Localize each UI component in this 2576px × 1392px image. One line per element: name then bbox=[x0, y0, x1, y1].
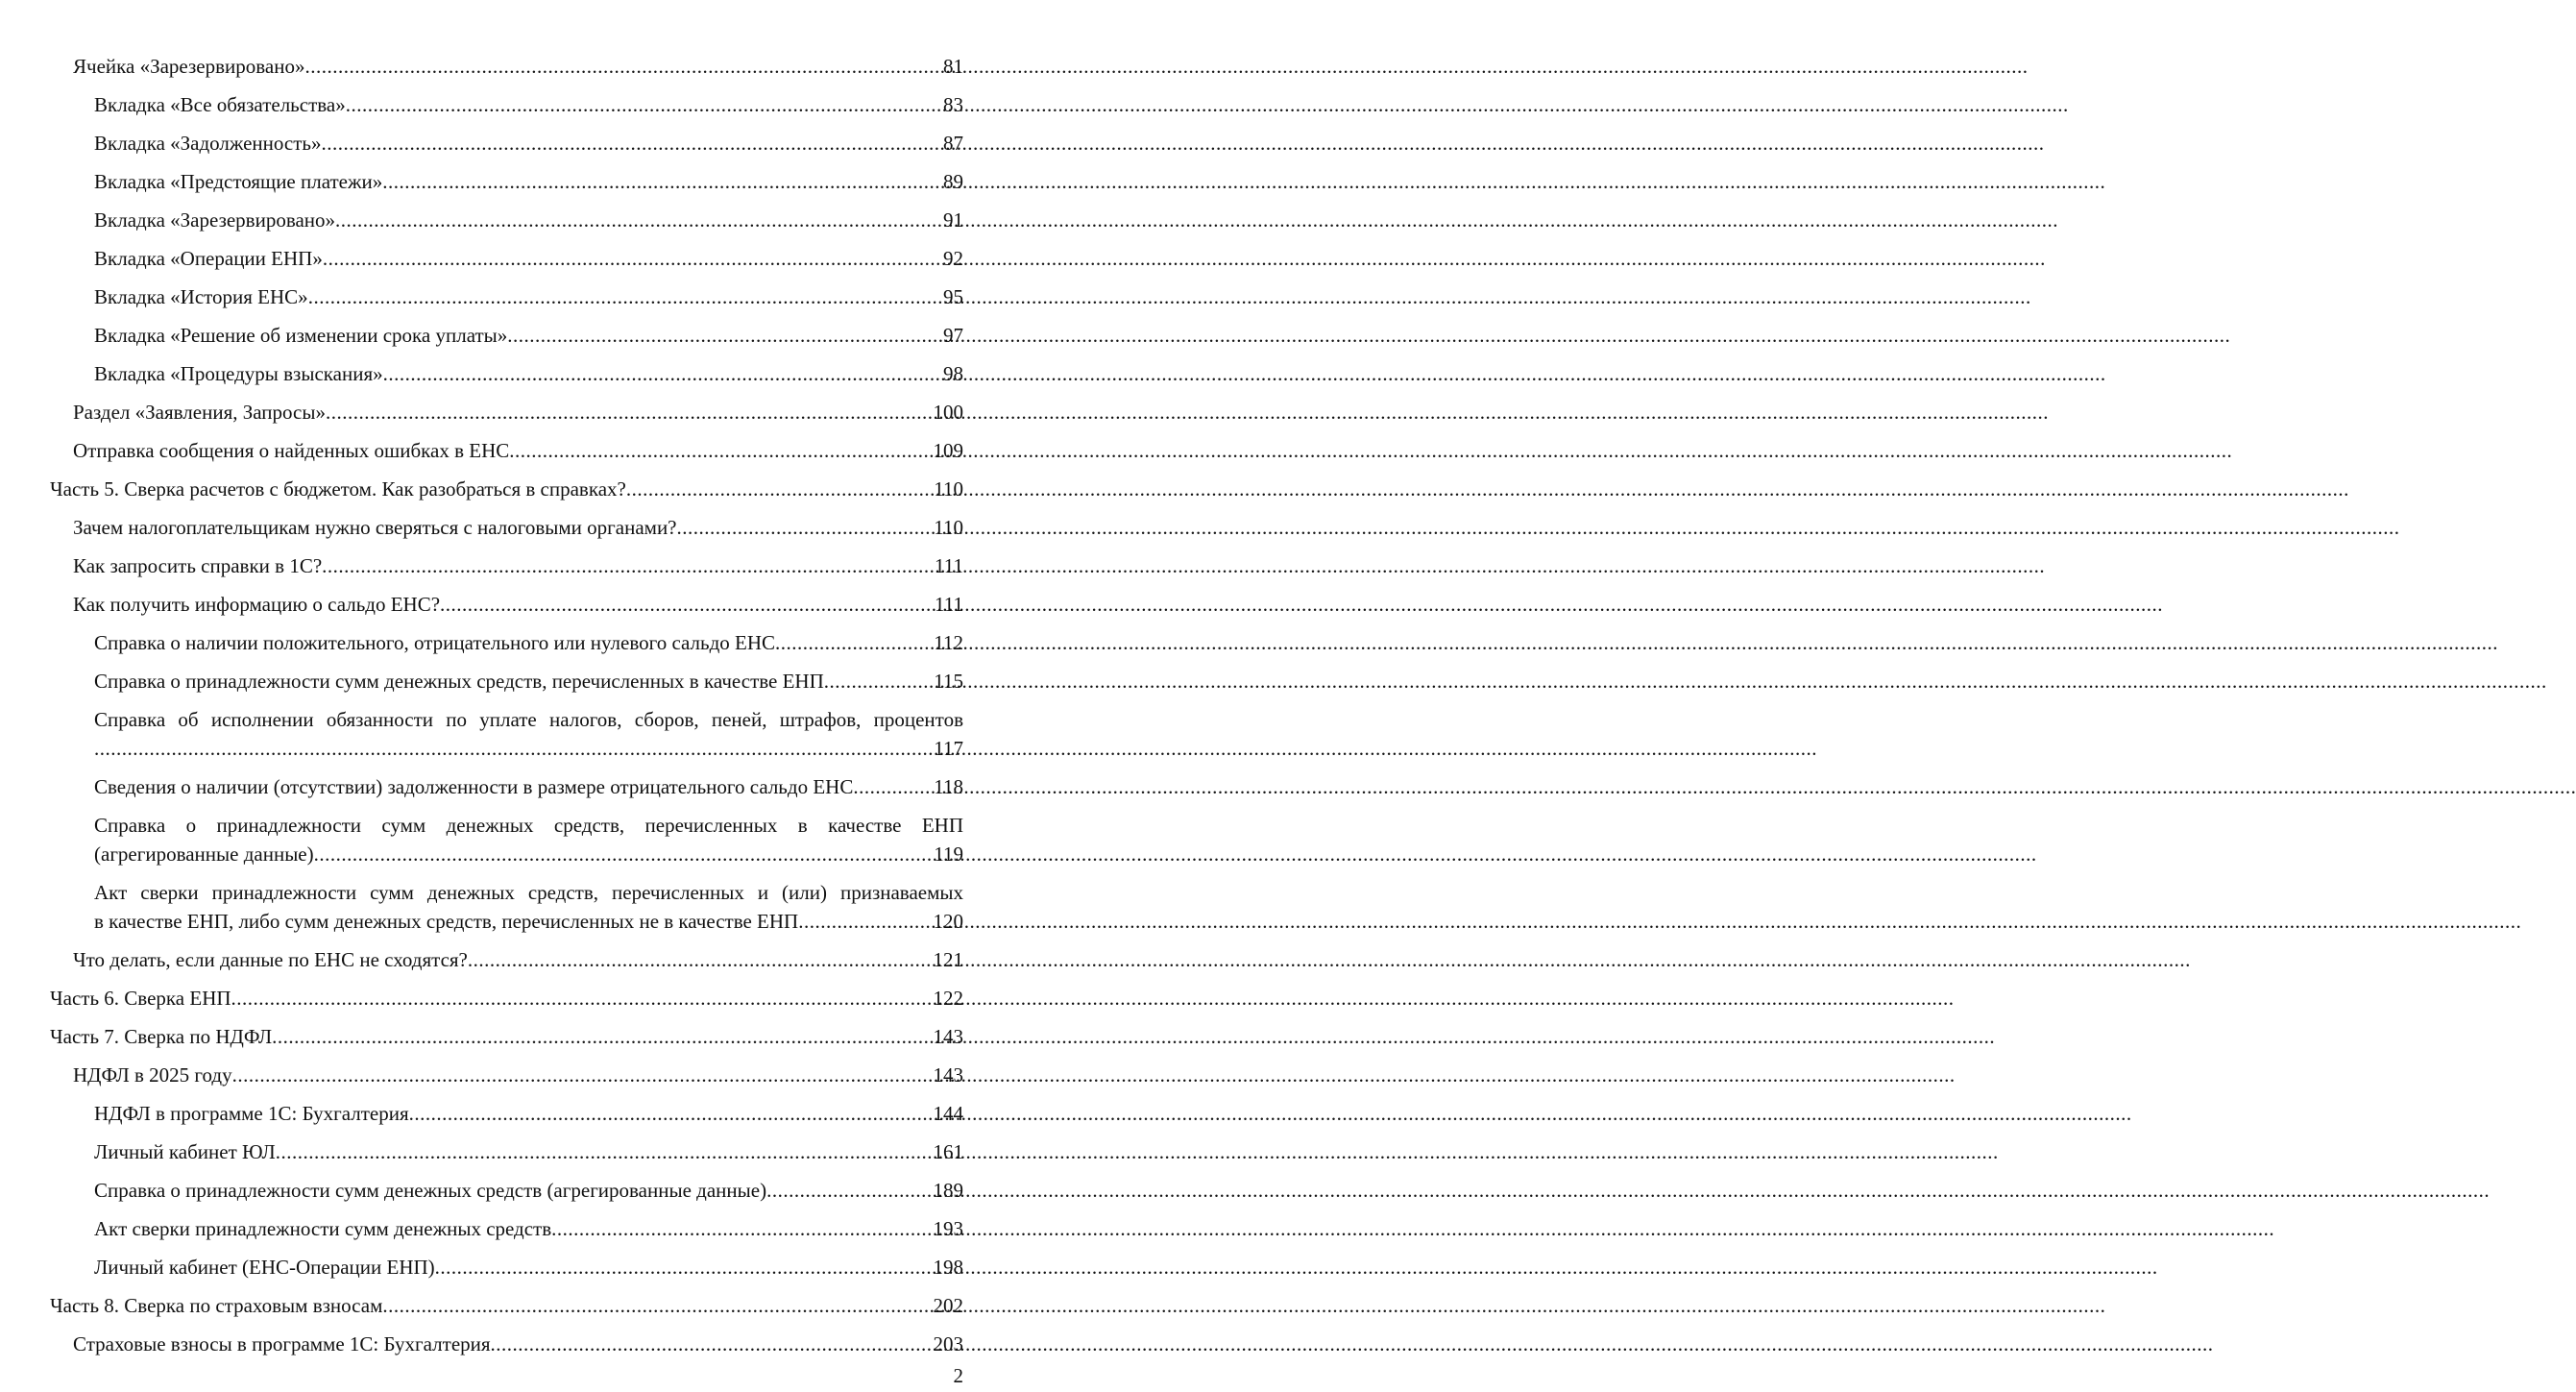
toc-entry-page: 98 bbox=[943, 362, 963, 385]
toc-entry-title: Вкладка «Решение об изменении срока уплаты» bbox=[94, 324, 508, 347]
toc-entry-title: Страховые взносы в программе 1С: Бухгалтерия bbox=[73, 1332, 491, 1355]
table-of-contents bbox=[0, 52, 1023, 1368]
toc-entry[interactable] bbox=[0, 436, 1023, 465]
toc-entry[interactable] bbox=[0, 244, 1023, 273]
leader-dots bbox=[314, 840, 935, 868]
toc-entry-title: Личный кабинет (ЕНС-Операции ЕНП) bbox=[94, 1256, 435, 1279]
leader-dots bbox=[346, 90, 943, 119]
leader-dots bbox=[824, 667, 935, 696]
toc-entry-title: Справка о принадлежности сумм денежных средств (агрегированные данные) bbox=[94, 1179, 767, 1202]
toc-entry-title: Отправка сообщения о найденных ошибках в ЕНС bbox=[73, 439, 510, 462]
toc-entry[interactable] bbox=[0, 628, 1023, 657]
toc-entry-title: Личный кабинет ЮЛ bbox=[94, 1140, 276, 1163]
leader-dots bbox=[409, 1099, 934, 1128]
toc-entry-title: Часть 8. Сверка по страховым взносам bbox=[50, 1294, 383, 1317]
toc-entry[interactable] bbox=[0, 1137, 1023, 1166]
toc-entry[interactable] bbox=[0, 129, 1023, 158]
toc-entry-page: 110 bbox=[934, 477, 963, 501]
leader-dots bbox=[382, 167, 943, 196]
toc-entry-title: Справка об исполнении обязанности по уплате налогов, сборов, пеней, штрафов, процентов bbox=[94, 708, 963, 731]
toc-entry[interactable] bbox=[0, 590, 1023, 619]
toc-entry-title: Что делать, если данные по ЕНС не сходятся? bbox=[73, 948, 468, 971]
leader-dots bbox=[551, 1214, 933, 1243]
toc-entry-title: Вкладка «Операции ЕНП» bbox=[94, 247, 323, 270]
toc-entry[interactable] bbox=[0, 705, 1023, 763]
leader-dots bbox=[231, 984, 934, 1013]
toc-entry[interactable] bbox=[0, 1291, 1023, 1320]
toc-entry-page: 100 bbox=[933, 401, 963, 424]
toc-entry[interactable] bbox=[0, 772, 1023, 801]
leader-dots bbox=[626, 475, 934, 503]
toc-entry[interactable] bbox=[0, 282, 1023, 311]
leader-dots bbox=[677, 513, 935, 542]
toc-entry[interactable] bbox=[0, 1176, 1023, 1205]
toc-entry-page: 95 bbox=[943, 285, 963, 308]
toc-entry-title: Справка о наличии положительного, отрицательного или нулевого сальдо ЕНС bbox=[94, 631, 776, 654]
toc-entry-page: 111 bbox=[935, 593, 963, 616]
toc-entry-page: 89 bbox=[943, 170, 963, 193]
toc-entry[interactable] bbox=[0, 359, 1023, 388]
leader-dots bbox=[798, 907, 933, 936]
leader-dots bbox=[383, 359, 943, 388]
toc-entry-page: 144 bbox=[933, 1102, 963, 1125]
toc-entry[interactable] bbox=[0, 551, 1023, 580]
leader-dots bbox=[775, 628, 934, 657]
toc-entry-page: 81 bbox=[943, 55, 963, 78]
toc-entry-page: 120 bbox=[933, 910, 963, 933]
toc-entry-page: 92 bbox=[943, 247, 963, 270]
toc-entry-page: 109 bbox=[933, 439, 963, 462]
toc-entry[interactable] bbox=[0, 1022, 1023, 1051]
toc-entry-title: Часть 5. Сверка расчетов с бюджетом. Как разобраться в справках? bbox=[50, 477, 626, 501]
leader-dots bbox=[326, 398, 934, 427]
toc-entry[interactable] bbox=[0, 206, 1023, 234]
toc-entry-title: Вкладка «Задолженность» bbox=[94, 132, 322, 155]
toc-entry-title: Как получить информацию о сальдо ЕНС? bbox=[73, 593, 441, 616]
toc-entry-page: 83 bbox=[943, 93, 963, 116]
toc-entry-title: НДФЛ в программе 1С: Бухгалтерия bbox=[94, 1102, 409, 1125]
toc-entry-page: 91 bbox=[943, 208, 963, 232]
toc-entry-title: НДФЛ в 2025 году bbox=[73, 1063, 232, 1087]
toc-entry[interactable] bbox=[0, 945, 1023, 974]
toc-entry-title: Акт сверки принадлежности сумм денежных средств, перечисленных и (или) признаваемых bbox=[94, 881, 963, 904]
leader-dots bbox=[440, 590, 935, 619]
toc-entry-page: 122 bbox=[933, 987, 963, 1010]
leader-dots bbox=[435, 1253, 934, 1282]
leader-dots bbox=[272, 1022, 933, 1051]
toc-entry[interactable] bbox=[0, 811, 1023, 868]
toc-entry-page: 202 bbox=[933, 1294, 963, 1317]
leader-dots bbox=[322, 129, 943, 158]
leader-dots bbox=[323, 244, 943, 273]
toc-entry[interactable] bbox=[0, 398, 1023, 427]
toc-entry-title: Зачем налогоплательщикам нужно сверяться с налоговыми органами? bbox=[73, 516, 677, 539]
toc-entry[interactable] bbox=[0, 667, 1023, 696]
toc-entry-page: 143 bbox=[933, 1025, 963, 1048]
toc-entry[interactable] bbox=[0, 167, 1023, 196]
toc-entry[interactable] bbox=[0, 1099, 1023, 1128]
leader-dots bbox=[491, 1330, 934, 1358]
toc-entry-page: 87 bbox=[943, 132, 963, 155]
leader-dots bbox=[308, 282, 943, 311]
toc-entry-page: 97 bbox=[943, 324, 963, 347]
toc-entry-page: 193 bbox=[933, 1217, 963, 1240]
toc-entry-title: Ячейка «Зарезервировано» bbox=[73, 55, 305, 78]
toc-entry-page: 121 bbox=[933, 948, 963, 971]
toc-entry-title: Вкладка «Предстоящие платежи» bbox=[94, 170, 383, 193]
leader-dots bbox=[509, 436, 933, 465]
toc-entry-page: 119 bbox=[934, 843, 963, 866]
toc-entry[interactable] bbox=[0, 1330, 1023, 1358]
toc-entry[interactable] bbox=[0, 878, 1023, 936]
toc-entry-title-continued: в качестве ЕНП, либо сумм денежных средств, перечисленных не в качестве ЕНП bbox=[94, 910, 799, 933]
toc-entry-page: 143 bbox=[933, 1063, 963, 1087]
toc-entry-page: 118 bbox=[934, 775, 963, 798]
toc-entry-title: Вкладка «Зарезервировано» bbox=[94, 208, 336, 232]
toc-entry-title: Вкладка «Все обязательства» bbox=[94, 93, 346, 116]
toc-entry-page: 112 bbox=[934, 631, 963, 654]
page-number: 2 bbox=[953, 1364, 963, 1387]
toc-entry-page: 117 bbox=[934, 737, 963, 760]
leader-dots bbox=[468, 945, 934, 974]
toc-entry[interactable] bbox=[0, 1253, 1023, 1282]
toc-entry-title: Сведения о наличии (отсутствии) задолженности в размере отрицательного сальдо ЕНС bbox=[94, 775, 854, 798]
leader-dots bbox=[322, 551, 935, 580]
toc-entry-title: Справка о принадлежности сумм денежных средств, перечисленных в качестве ЕНП bbox=[94, 814, 963, 837]
toc-entry-page: 198 bbox=[933, 1256, 963, 1279]
toc-entry[interactable] bbox=[0, 984, 1023, 1013]
toc-entry-page: 111 bbox=[935, 554, 963, 577]
toc-entry[interactable] bbox=[0, 513, 1023, 542]
toc-entry[interactable] bbox=[0, 1214, 1023, 1243]
leader-dots bbox=[853, 772, 934, 801]
toc-entry-title: Часть 7. Сверка по НДФЛ bbox=[50, 1025, 273, 1048]
leader-dots bbox=[94, 734, 934, 763]
leader-dots bbox=[276, 1137, 934, 1166]
leader-dots bbox=[507, 321, 943, 350]
leader-dots bbox=[232, 1061, 934, 1089]
toc-entry-page: 189 bbox=[933, 1179, 963, 1202]
toc-entry[interactable] bbox=[0, 52, 1023, 81]
leader-dots bbox=[335, 206, 943, 234]
toc-entry-title: Вкладка «Процедуры взыскания» bbox=[94, 362, 383, 385]
toc-entry-title: Вкладка «История ЕНС» bbox=[94, 285, 308, 308]
toc-entry[interactable] bbox=[0, 90, 1023, 119]
toc-entry-page: 115 bbox=[934, 670, 963, 693]
toc-entry-title: Как запросить справки в 1С? bbox=[73, 554, 323, 577]
toc-entry-title: Справка о принадлежности сумм денежных средств, перечисленных в качестве ЕНП bbox=[94, 670, 824, 693]
toc-entry-title: Часть 6. Сверка ЕНП bbox=[50, 987, 231, 1010]
toc-entry-title: Акт сверки принадлежности сумм денежных средств bbox=[94, 1217, 552, 1240]
toc-entry-page: 110 bbox=[934, 516, 963, 539]
toc-entry[interactable] bbox=[0, 1061, 1023, 1089]
leader-dots bbox=[304, 52, 943, 81]
toc-entry-title-continued: (агрегированные данные) bbox=[94, 843, 314, 866]
toc-entry[interactable] bbox=[0, 321, 1023, 350]
toc-entry-page: 203 bbox=[933, 1332, 963, 1355]
leader-dots bbox=[766, 1176, 933, 1205]
toc-entry[interactable] bbox=[0, 475, 1023, 503]
leader-dots bbox=[382, 1291, 933, 1320]
document-page bbox=[0, 0, 1023, 1392]
toc-entry-page: 161 bbox=[933, 1140, 963, 1163]
toc-entry-title: Раздел «Заявления, Запросы» bbox=[73, 401, 326, 424]
